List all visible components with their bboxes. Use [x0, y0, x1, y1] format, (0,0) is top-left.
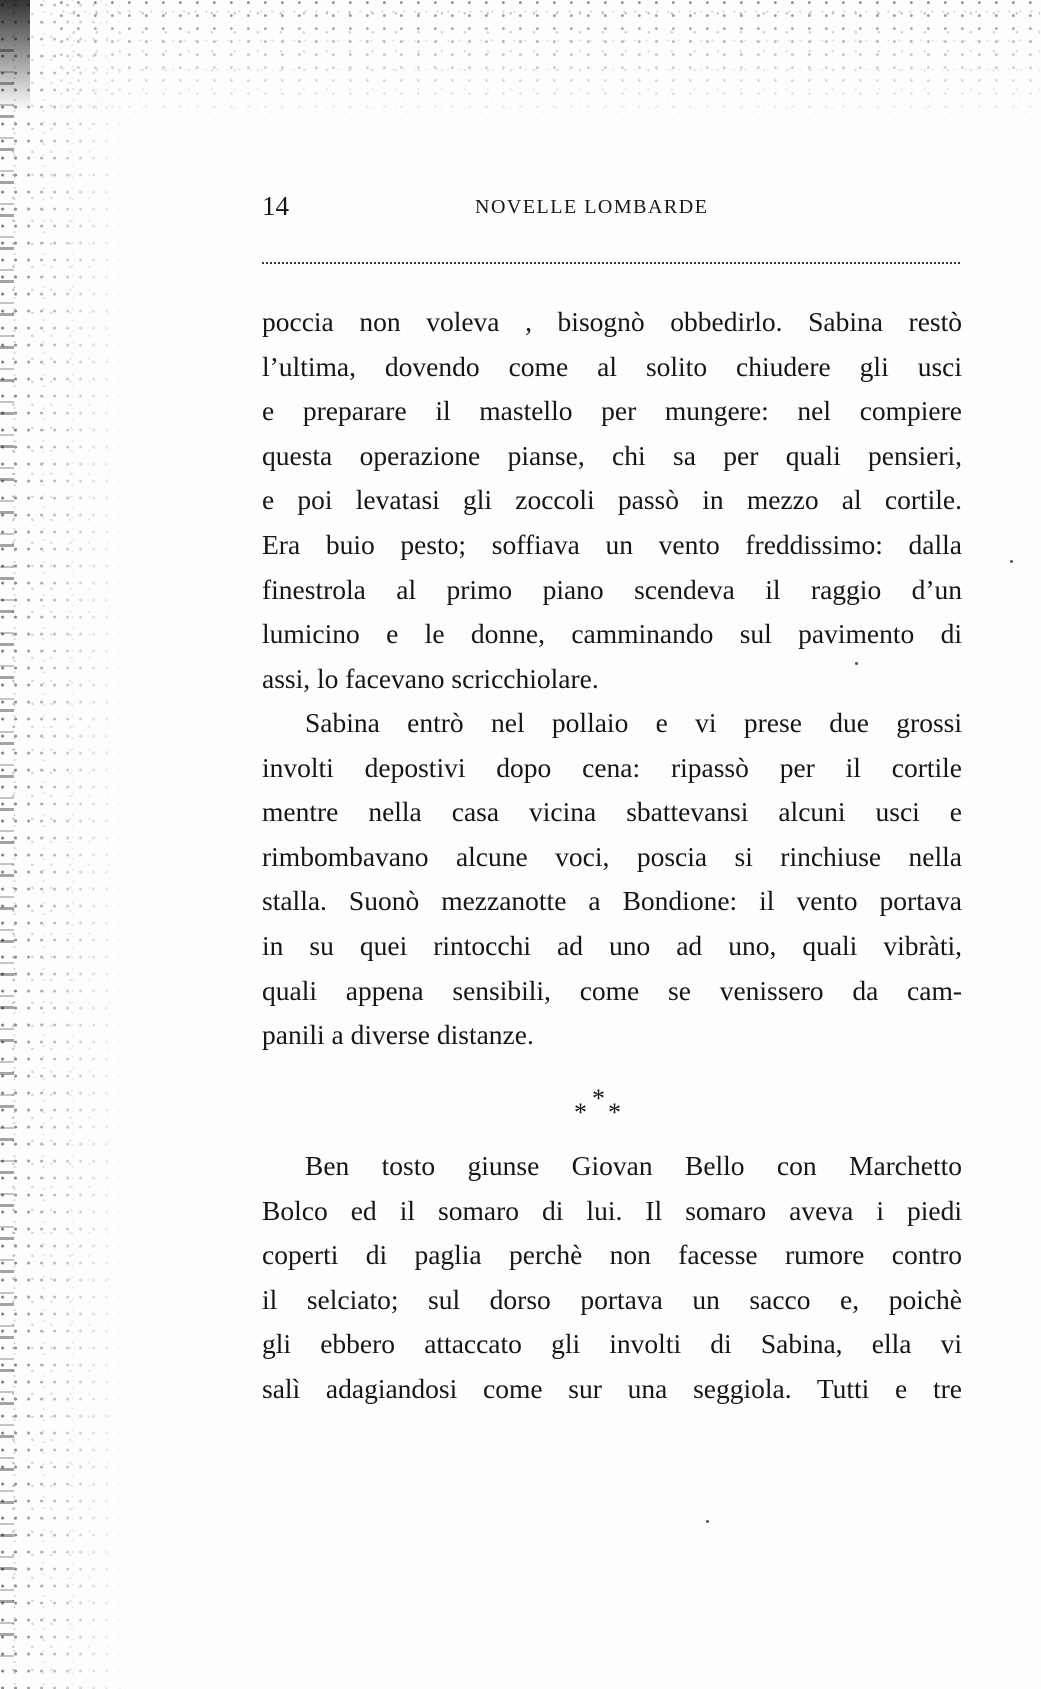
text-line: Sabina entrò nel pollaio e vi prese due grossi: [305, 707, 962, 738]
paragraph-1: [262, 300, 962, 701]
corner-scan-artifact: [0, 0, 30, 110]
running-title: NOVELLE LOMBARDE: [475, 196, 709, 218]
paragraph-3: [262, 1144, 962, 1412]
paragraph-2: [262, 701, 962, 1058]
scan-noise-top: [60, 0, 1040, 130]
text-line: assi, lo facevano scricchiolare.: [262, 662, 599, 694]
text-line: questa operazione pianse, chi sa per quali pensieri,: [262, 439, 962, 471]
speck: [855, 662, 858, 665]
text-line: Ben tosto giunse Giovan Bello con Marchetto: [305, 1150, 962, 1181]
page-number: 14: [262, 191, 289, 221]
text-line: l’ultima, dovendo come al solito chiudere gli usci: [262, 350, 962, 382]
speck: [1010, 560, 1013, 563]
text-line: gli ebbero attaccato gli involti di Sabina, ella vi: [262, 1328, 962, 1360]
text-line: e preparare il mastello per mungere: nel compiere: [262, 395, 962, 427]
text-line: involti depostivi dopo cena: ripassò per il cortile: [262, 751, 962, 783]
running-head: [262, 188, 962, 224]
scan-noise-left: [0, 0, 130, 1689]
text-line: quali appena sensibili, come se venissero da cam-: [262, 974, 962, 1006]
text-line: e poi levatasi gli zoccoli passò in mezzo al cortile.: [262, 484, 962, 516]
text-line: Bolco ed il somaro di lui. Il somaro aveva i piedi: [262, 1194, 962, 1226]
text-line: finestrola al primo piano scendeva il raggio d’un: [262, 573, 962, 605]
text-line: panili a diverse distanze.: [262, 1019, 534, 1051]
text-line: il selciato; sul dorso portava un sacco e, poichè: [262, 1283, 962, 1315]
text-line: rimbombavano alcune voci, poscia si rinchiuse nella: [262, 840, 962, 872]
text-line: Era buio pesto; soffiava un vento freddissimo: dalla: [262, 528, 962, 560]
speck: [706, 1520, 709, 1523]
text-line: stalla. Suonò mezzanotte a Bondione: il vento portava: [262, 885, 962, 917]
asterisk: *: [574, 1098, 587, 1127]
binding-edge-shadow: [0, 40, 14, 1660]
section-break-asterism: [574, 1084, 630, 1127]
text-line: in su quei rintocchi ad uno ad uno, quali vibràti,: [262, 929, 962, 961]
header-rule: [262, 262, 960, 264]
text-line: mentre nella casa vicina sbattevansi alcuni usci e: [262, 796, 962, 828]
asterisk: *: [592, 1084, 605, 1113]
asterisk: *: [608, 1098, 621, 1127]
text-line: poccia non voleva , bisognò obbedirlo. Sabina restò: [262, 306, 962, 337]
text-line: coperti di paglia perchè non facesse rumore contro: [262, 1239, 962, 1271]
text-line: salì adagiandosi come sur una seggiola. Tutti e tre: [262, 1372, 962, 1404]
text-line: lumicino e le donne, camminando sul pavimento di: [262, 618, 962, 650]
